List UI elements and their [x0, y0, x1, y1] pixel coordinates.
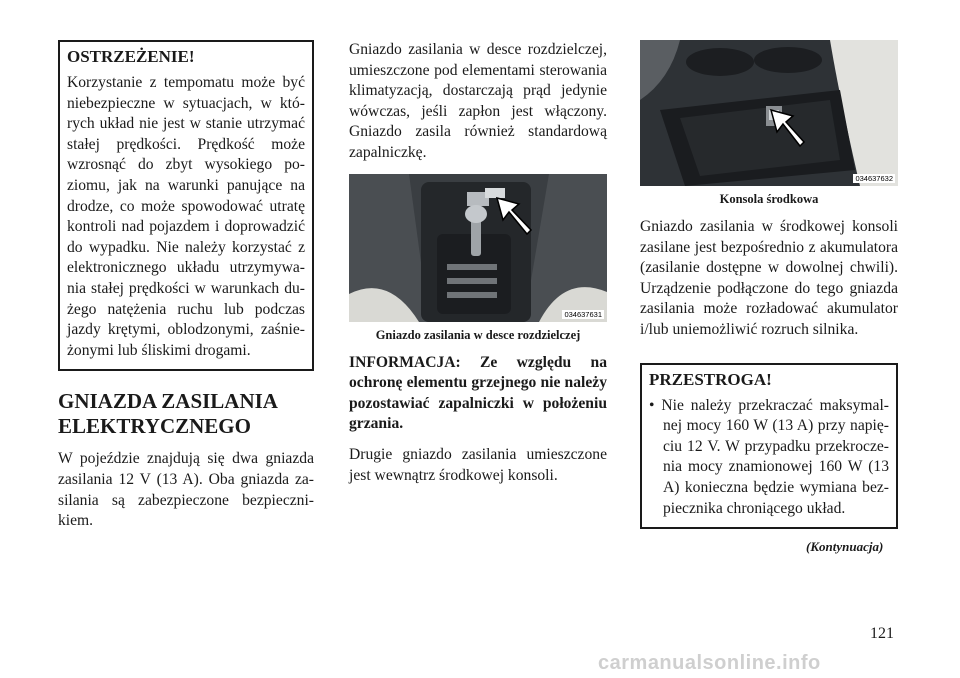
section-heading-line2: ELEKTRYCZNEGO	[58, 414, 251, 439]
caution-title: PRZESTROGA!	[649, 369, 772, 389]
page-number: 121	[870, 625, 894, 642]
section-heading-line1: GNIAZDA ZASILANIA	[58, 389, 278, 414]
continued-marker: (Kontynuacja)	[806, 539, 884, 554]
dashboard-outlet-illustration	[349, 174, 607, 322]
center-console-figure	[640, 40, 898, 186]
dashboard-figure-id: 034637631	[564, 309, 602, 319]
console-figure-caption: Konsola środkowa	[719, 192, 819, 206]
information-note: INFORMACJA: Ze względu na ochronę elementu grzejnego nie należy pozostawiać zapalniczki w położeniu grzania.	[349, 353, 607, 433]
caution-item: • Nie należy przekraczać maksymalnej mocy 160 W (13 A) przy napięciu 12 V. W przypadku przekroczenia mocy znamionowej 160 W (13 A) konieczna będzie wymiana bezpiecznika chroniącego układ.	[649, 396, 889, 517]
section-intro: W pojeździe znajdują się dwa gniazda zasilania 12 V (13 A). Oba gniazda zasilania są zabezpieczone bezpiecznikiem.	[58, 450, 314, 530]
caution-box	[640, 363, 898, 530]
console-outlet-description: Gniazdo zasilania w środkowej konsoli zasilane jest bezpośrednio z akumulatora (zasilanie dostępne w dowolnej chwili). Urządzenie podłączone do tego gniazda zasilania może rozładować akumulator i/lub uniemożliwić rozruch silnika.	[640, 218, 898, 338]
center-console-illustration	[640, 40, 898, 186]
dashboard-figure-caption: Gniazdo zasilania w desce rozdzielczej	[375, 327, 581, 342]
caution-list	[649, 396, 889, 520]
watermark: carmanualsonline.info	[598, 652, 821, 674]
warning-title: OSTRZEŻENIE!	[67, 47, 195, 66]
console-outlet-paragraph: Drugie gniazdo zasilania umieszczone jest wewnątrz środkowej konsoli.	[349, 445, 607, 484]
middle-column	[349, 40, 607, 486]
warning-text: Korzystanie z tempomatu może być niebezpieczne w sytuacjach, w których układ nie jest w stanie utrzymać stałej prędkości. Prędkość może wzrosnąć do zbyt wysokiego poziomu, jak na warunki panujące na drodze, co może spowodować utratę kontroli nad pojazdem i doprowadzić do wypadku. Nie należy korzystać z elektronicznego układu utrzymywania stałej prędkości w warunkach dużego natężenia ruchu lub podczas jazdy krętymi, oblodzonymi, zaśnieżonymi lub śliskimi drogami.	[67, 74, 305, 359]
dashboard-outlet-paragraph: Gniazdo zasilania w desce rozdzielczej, umieszczone pod elementami sterowania klimatyzacją, dostarczają prąd jedynie wówczas, jeśli zapłon jest włączony. Gniazdo zasila również standardową zapalniczkę.	[349, 41, 607, 161]
dashboard-outlet-figure	[349, 174, 607, 322]
right-column	[640, 40, 898, 529]
console-figure-id: 034637632	[855, 174, 893, 183]
warning-box	[58, 40, 314, 371]
left-column	[58, 40, 314, 532]
section-heading	[58, 389, 314, 439]
